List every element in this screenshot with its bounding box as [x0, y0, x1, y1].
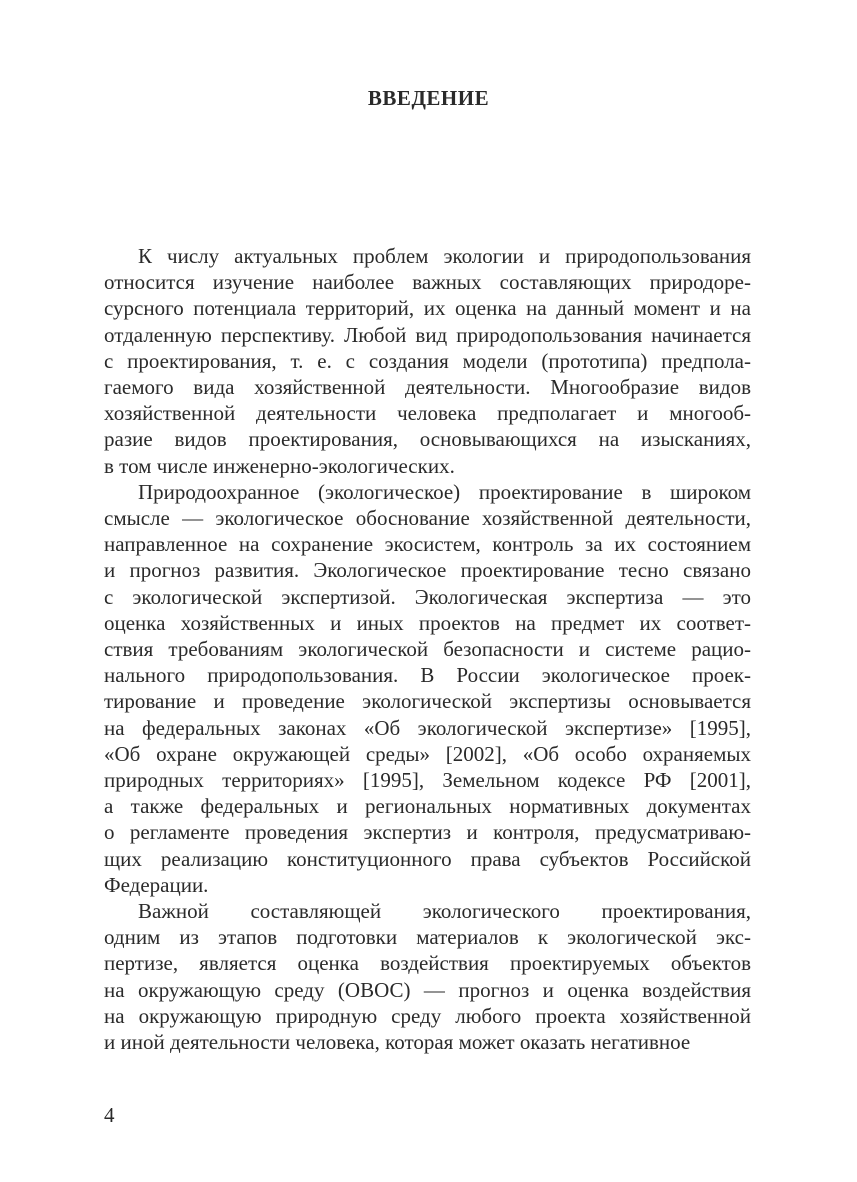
- paragraph: [104, 898, 751, 1055]
- text-line: оценка хозяйственных и иных проектов на предмет их соответ-: [104, 610, 751, 635]
- text-line: и прогноз развития. Экологическое проектирование тесно связано: [104, 558, 751, 583]
- paragraph: [104, 479, 751, 898]
- text-line: с проектирования, т. е. с создания модели (прототипа) предпола-: [104, 348, 751, 373]
- text-line: относится изучение наиболее важных составляющих природоре-: [104, 270, 751, 295]
- text-line: и иной деятельности человека, которая может оказать негативное: [104, 1030, 691, 1055]
- text-line: «Об охране окружающей среды» [2002], «Об особо охраняемых: [104, 741, 751, 766]
- text-line: нального природопользования. В России экологическое проек-: [104, 663, 751, 688]
- text-line: ствия требованиям экологической безопасности и системе рацио-: [104, 637, 751, 662]
- text-line: с экологической экспертизой. Экологическая экспертиза — это: [104, 584, 751, 609]
- text-line: пертизе, является оценка воздействия проектируемых объектов: [104, 951, 751, 976]
- text-line: разие видов проектирования, основывающихся на изысканиях,: [104, 427, 751, 452]
- text-line: Федерации.: [104, 872, 209, 897]
- text-line: смысле — экологическое обоснование хозяйственной деятельности,: [104, 506, 751, 531]
- text-line: сурсного потенциала территорий, их оценка на данный момент и на: [104, 296, 751, 321]
- text-line: на окружающую среду (ОВОС) — прогноз и оценка воздействия: [104, 977, 751, 1002]
- text-line: направленное на сохранение экосистем, контроль за их состоянием: [104, 532, 751, 557]
- text-line: на окружающую природную среду любого проекта хозяйственной: [104, 1003, 751, 1028]
- text-line: о регламенте проведения экспертиз и контроля, предусматриваю-: [104, 820, 751, 845]
- text-line: в том числе инженерно-экологических.: [104, 453, 455, 478]
- text-line: Важной составляющей экологического проектирования,: [138, 899, 751, 924]
- page-title: ВВЕДЕНИЕ: [367, 86, 490, 110]
- text-line: на федеральных законах «Об экологической экспертизе» [1995],: [104, 715, 751, 740]
- paragraph: [104, 243, 751, 479]
- body-text: [104, 243, 751, 1055]
- text-line: хозяйственной деятельности человека предполагает и многооб-: [104, 401, 751, 426]
- text-line: природных территориях» [1995], Земельном кодексе РФ [2001],: [104, 768, 751, 793]
- text-line: а также федеральных и региональных нормативных документах: [104, 794, 751, 819]
- text-line: К числу актуальных проблем экологии и природопользования: [138, 244, 751, 268]
- text-line: отдаленную перспективу. Любой вид природопользования начинается: [104, 322, 751, 347]
- page-number: 4: [104, 1103, 115, 1127]
- text-line: гаемого вида хозяйственной деятельности. Многообразие видов: [104, 375, 751, 400]
- text-line: щих реализацию конституционного права субъектов Российской: [104, 846, 751, 871]
- text-line: Природоохранное (экологическое) проектирование в широком: [138, 479, 751, 504]
- text-line: одним из этапов подготовки материалов к экологической экс-: [104, 925, 751, 950]
- text-line: тирование и проведение экологической экспертизы основывается: [104, 689, 751, 714]
